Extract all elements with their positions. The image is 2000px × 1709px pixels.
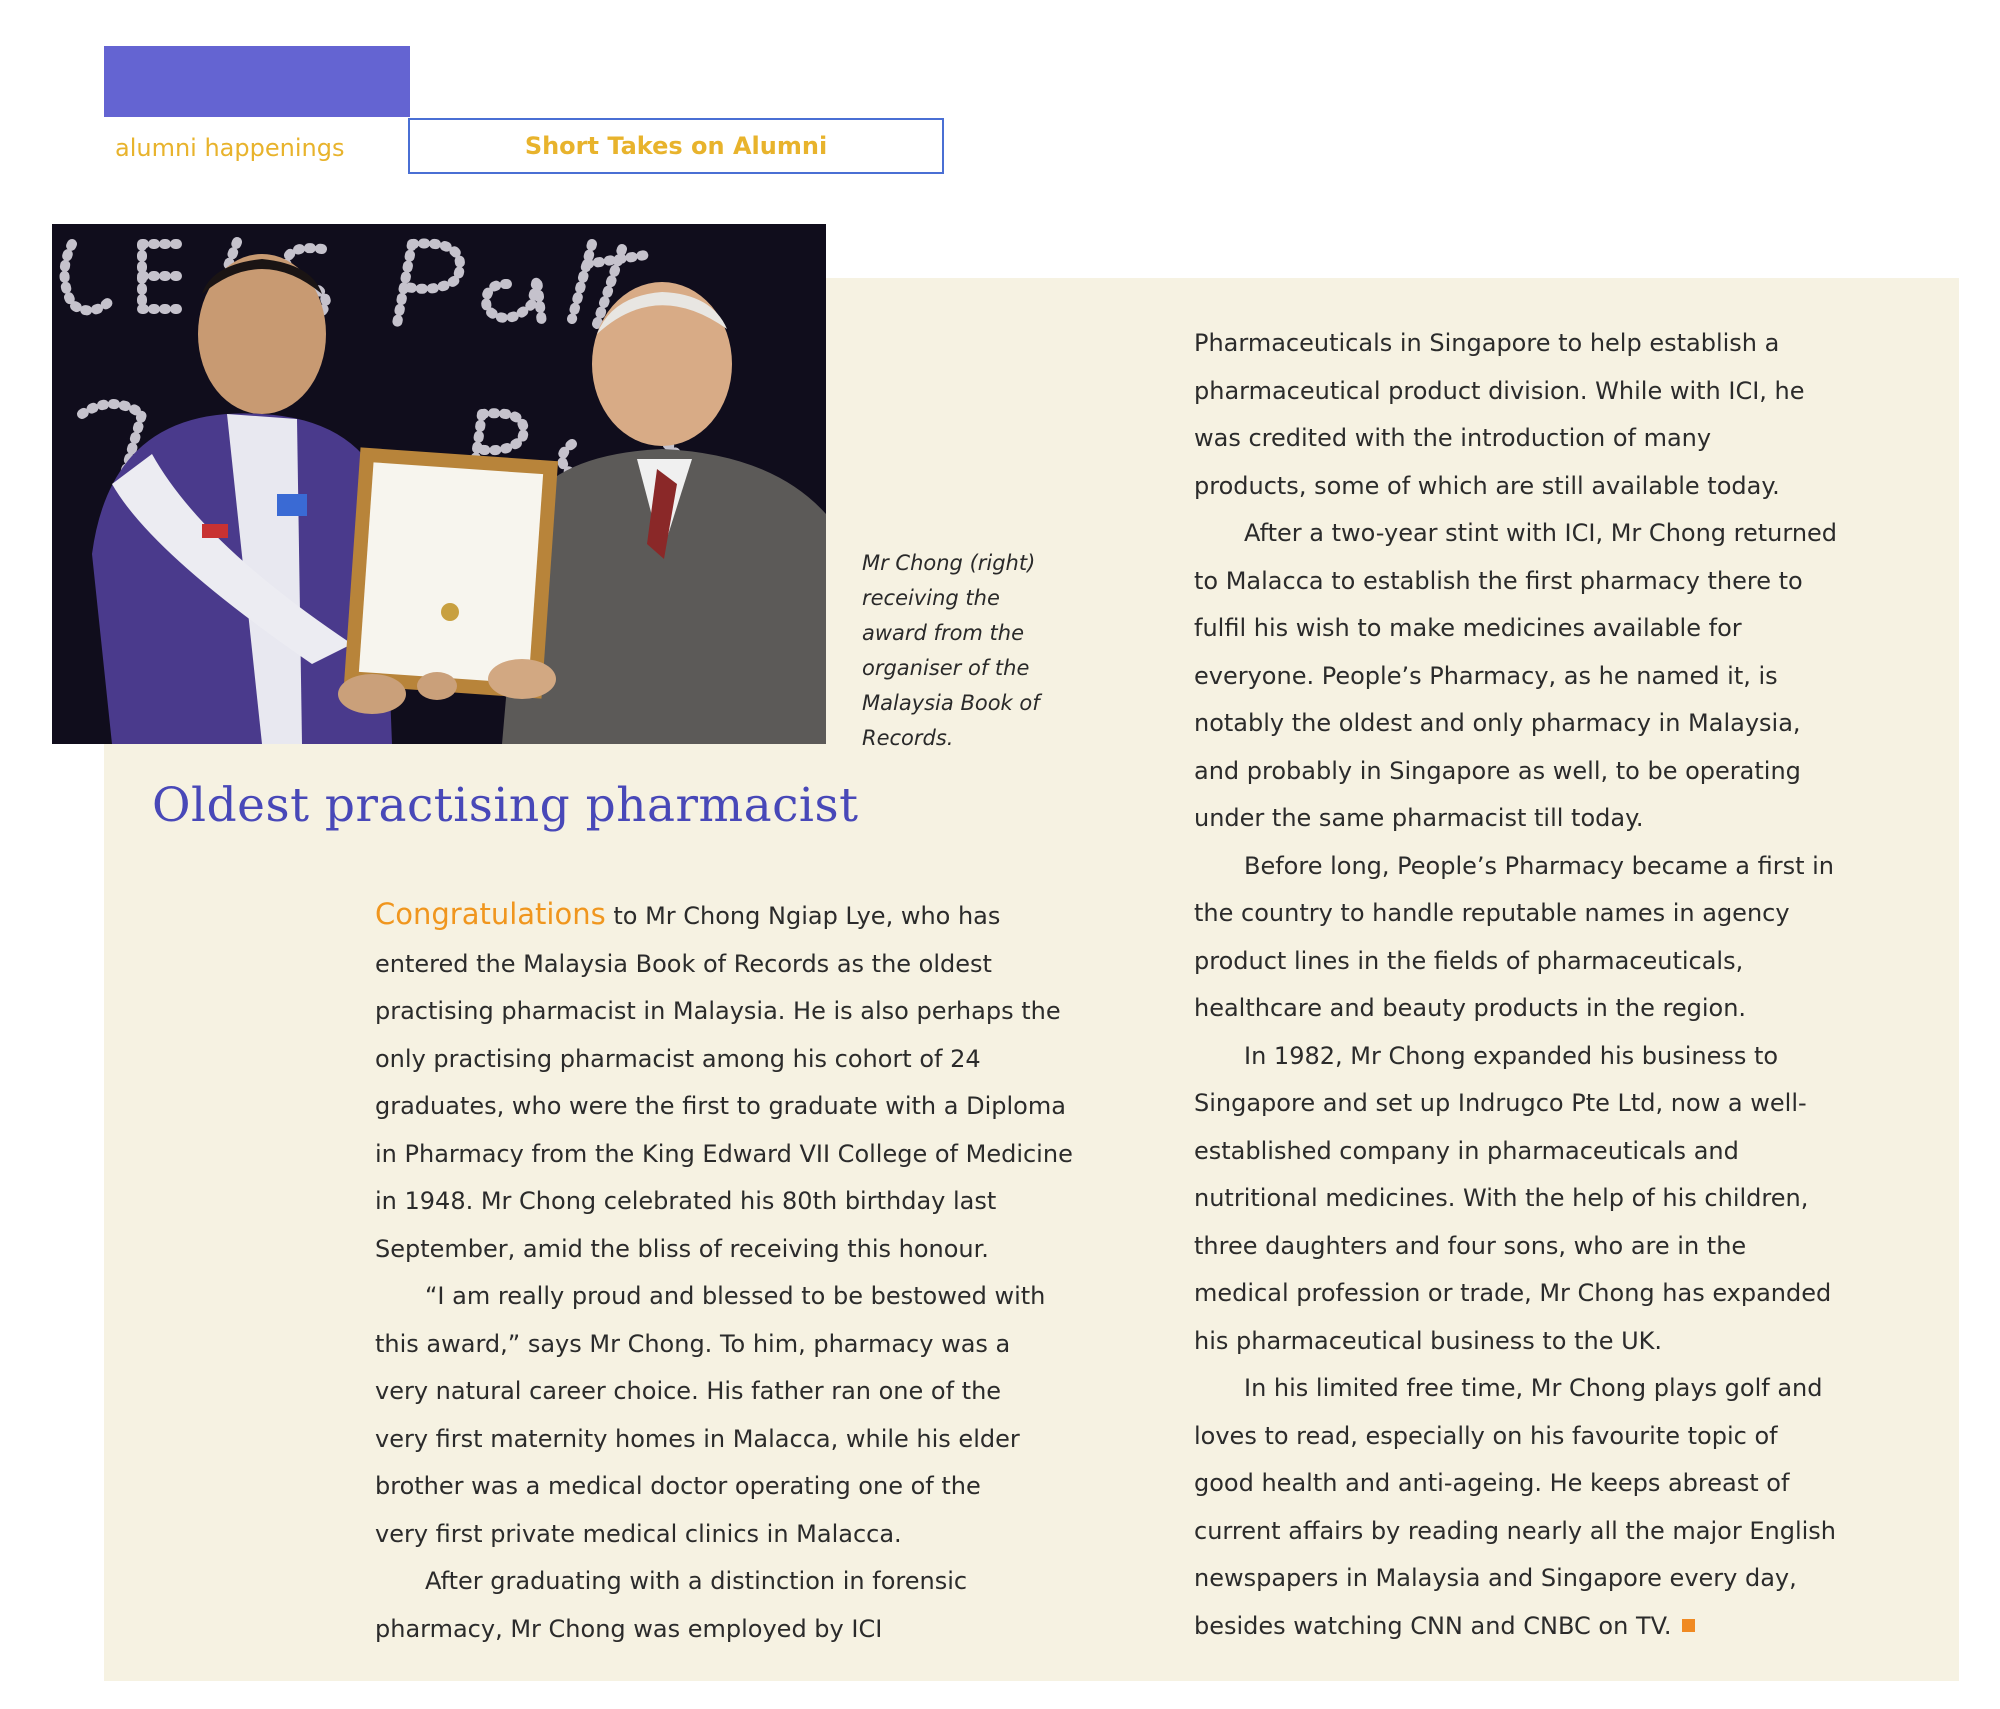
article-line: established company in pharmaceuticals and [1194, 1136, 1739, 1165]
article-line: brother was a medical doctor operating one of the [375, 1472, 981, 1500]
article-line: good health and anti-ageing. He keeps abreast of [1194, 1469, 1790, 1497]
article-line [375, 891, 1155, 941]
article-column-left [375, 891, 1155, 1653]
article-line: Pharmaceuticals in Singapore to help establish a [1194, 329, 1780, 357]
caption-line: receiving the [862, 586, 1000, 610]
lead-word: Congratulations [375, 897, 606, 931]
article-line: practising pharmacist in Malaysia. He is also perhaps the [375, 997, 1061, 1025]
article-line: nutritional medicines. With the help of his children, [1194, 1184, 1809, 1212]
article-line: notably the oldest and only pharmacy in Malaysia, [1194, 709, 1801, 737]
article-line: was credited with the introduction of many [1194, 424, 1712, 452]
caption-line: Malaysia Book of [862, 691, 1040, 715]
article-line: very natural career choice. His father ran one of the [375, 1377, 1002, 1405]
article-line: “I am really proud and blessed to be bestowed with [425, 1282, 1046, 1310]
article-line: After graduating with a distinction in forensic [425, 1567, 968, 1595]
article-line: Before long, People’s Pharmacy became a first in [1244, 851, 1835, 880]
article-line: and probably in Singapore as well, to be operating [1194, 756, 1801, 785]
article-line: this award,” says Mr Chong. To him, pharmacy was a [375, 1329, 1011, 1358]
article-line: everyone. People’s Pharmacy, as he named it, is [1194, 661, 1778, 690]
article-line: loves to read, especially on his favourite topic of [1194, 1421, 1778, 1450]
article-line: in 1948. Mr Chong celebrated his 80th birthday last [375, 1187, 997, 1215]
article-line: products, some of which are still available today. [1194, 471, 1780, 500]
caption-line: Mr Chong (right) [862, 551, 1036, 575]
caption-line: organiser of the [862, 656, 1030, 680]
article-line: pharmaceutical product division. While with ICI, he [1194, 376, 1805, 405]
section-tab-title: Short Takes on Alumni [524, 132, 828, 160]
article-line: In his limited free time, Mr Chong plays golf and [1244, 1374, 1823, 1402]
article-line-text: besides watching CNN and CNBC on TV. [1194, 1611, 1672, 1640]
article-line: newspapers in Malaysia and Singapore every day, [1194, 1564, 1797, 1592]
article-line: After a two-year stint with ICI, Mr Chong returned [1244, 519, 1838, 547]
article-line: healthcare and beauty products in the region. [1194, 994, 1747, 1022]
article-line: product lines in the fields of pharmaceuticals, [1194, 946, 1744, 975]
article-line: three daughters and four sons, who are in the [1194, 1231, 1747, 1260]
article-line: the country to handle reputable names in agency [1194, 899, 1790, 927]
article-line: to Malacca to establish the first pharmacy there to [1194, 566, 1803, 595]
article-line: current affairs by reading nearly all the major English [1194, 1516, 1837, 1545]
article-line: fulfil his wish to make medicines available for [1194, 614, 1742, 642]
end-of-article-mark [1682, 1619, 1695, 1632]
article-headline: Oldest practising pharmacist [152, 778, 859, 833]
caption-line: Records. [862, 726, 954, 750]
article-line [1194, 1603, 1954, 1651]
article-line: under the same pharmacist till today. [1194, 804, 1644, 832]
article-line: in Pharmacy from the King Edward VII College of Medicine [375, 1139, 1073, 1168]
article-line: his pharmaceutical business to the UK. [1194, 1326, 1663, 1355]
section-label: alumni happenings [115, 134, 345, 162]
article-line: Singapore and set up Indrugco Pte Ltd, now a well- [1194, 1089, 1807, 1117]
photo-caption [862, 546, 1072, 756]
caption-line: award from the [862, 621, 1025, 645]
article-line: In 1982, Mr Chong expanded his business to [1244, 1041, 1779, 1070]
header-color-bar [104, 46, 410, 117]
award-photo [52, 224, 826, 744]
article-line-text: to Mr Chong Ngiap Lye, who has [605, 902, 1001, 930]
section-tab [408, 118, 944, 174]
article-line: medical profession or trade, Mr Chong has expanded [1194, 1279, 1832, 1307]
article-column-right [1194, 320, 1954, 1650]
article-line: very first maternity homes in Malacca, while his elder [375, 1424, 1020, 1453]
article-line: very first private medical clinics in Malacca. [375, 1519, 902, 1548]
article-line: September, amid the bliss of receiving this honour. [375, 1234, 989, 1263]
article-line: entered the Malaysia Book of Records as the oldest [375, 949, 992, 978]
article-line: only practising pharmacist among his cohort of 24 [375, 1044, 981, 1073]
article-line: graduates, who were the first to graduate with a Diploma [375, 1092, 1066, 1120]
article-line: pharmacy, Mr Chong was employed by ICI [375, 1614, 883, 1643]
